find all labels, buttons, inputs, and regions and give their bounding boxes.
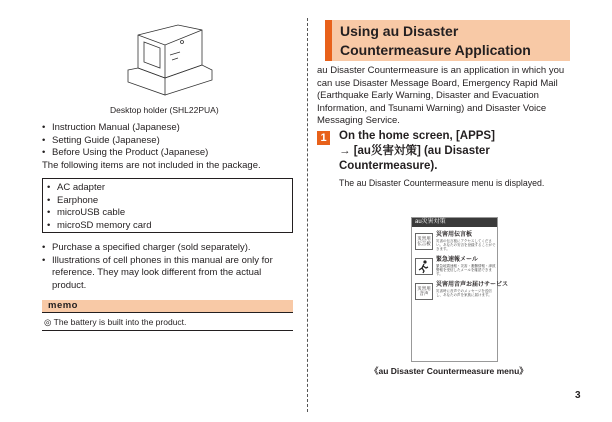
memo-divider	[42, 330, 293, 331]
heading-line: Using au Disaster	[340, 23, 459, 39]
section-heading	[325, 20, 570, 61]
memo-header	[42, 300, 293, 313]
list-item: • Setting Guide (Japanese)	[42, 135, 297, 148]
holder-caption: Desktop holder (SHL22PUA)	[110, 105, 219, 115]
not-included-box	[42, 178, 293, 233]
page-number: 3	[575, 390, 581, 401]
list-item: • AC adapter	[47, 182, 292, 195]
step-number: 1	[317, 131, 330, 145]
section-intro: au Disaster Countermeasure is an application in which you can use Disaster Message Board, Emergency Rapid Mail (Earthquake Early Warning, Disaster and Evacuation Information, and Tsunami Warning) and Disaster Voice Messaging Service.	[317, 65, 565, 127]
menu-item-desc: 災害の伝言板にアクセスしてください。あなたの安否を登録することができます。	[436, 239, 496, 251]
running-person-icon	[415, 258, 433, 275]
list-item: • Purchase a specified charger (sold separately).	[42, 242, 296, 255]
list-item: • Instruction Manual (Japanese)	[42, 122, 297, 135]
step-instruction	[339, 129, 569, 174]
heading-title	[340, 22, 531, 59]
menu-item-desc: 災害時に音声でのメッセージを送信し、あなたの声を家族に届けます。	[436, 289, 492, 297]
list-item: • Earphone	[47, 195, 292, 208]
notes-list	[42, 242, 296, 292]
menu-item-message-board[interactable]	[415, 231, 495, 255]
menu-item-voice-service[interactable]	[415, 281, 509, 305]
app-title-bar: au災害対策	[412, 218, 497, 227]
menu-item-desc: 緊急地震速報・災害・避難情報・津波警報を受信したメールを確認できます。	[436, 264, 496, 276]
heading-line: Countermeasure Application	[340, 41, 531, 58]
memo-text: ◎ The battery is built into the product.	[44, 317, 187, 327]
list-item: • microSD memory card	[47, 220, 292, 233]
step-line: → [au災害対策] (au Disaster	[339, 145, 490, 157]
message-board-icon: 災害用 伝言板	[415, 233, 433, 250]
list-item: • microUSB cable	[47, 207, 292, 220]
menu-item-title: 災害用伝言板	[436, 232, 473, 238]
column-divider	[307, 18, 308, 412]
menu-item-title: 災害用音声お届けサービス	[436, 282, 509, 288]
desktop-holder-illustration	[120, 20, 220, 102]
voice-service-icon: 災害用音声	[415, 283, 433, 300]
list-item: • Illustrations of cell phones in this manual are only for reference. They may look different from the actual product.	[42, 255, 296, 293]
menu-item-title: 緊急速報メール	[436, 257, 478, 263]
memo-title: memo	[48, 300, 78, 311]
list-item: • Before Using the Product (Japanese)	[42, 147, 297, 160]
screenshot-caption: 《au Disaster Countermeasure menu》	[370, 366, 528, 376]
phone-screenshot	[411, 217, 509, 362]
not-included-intro: The following items are not included in the package.	[42, 159, 261, 171]
included-items-list	[42, 122, 297, 172]
step-line: Countermeasure).	[339, 160, 438, 172]
step-line: On the home screen, [APPS]	[339, 130, 495, 142]
menu-item-emergency-mail[interactable]	[415, 256, 495, 280]
step-result: The au Disaster Countermeasure menu is displayed.	[339, 178, 545, 188]
heading-accent	[325, 20, 332, 61]
